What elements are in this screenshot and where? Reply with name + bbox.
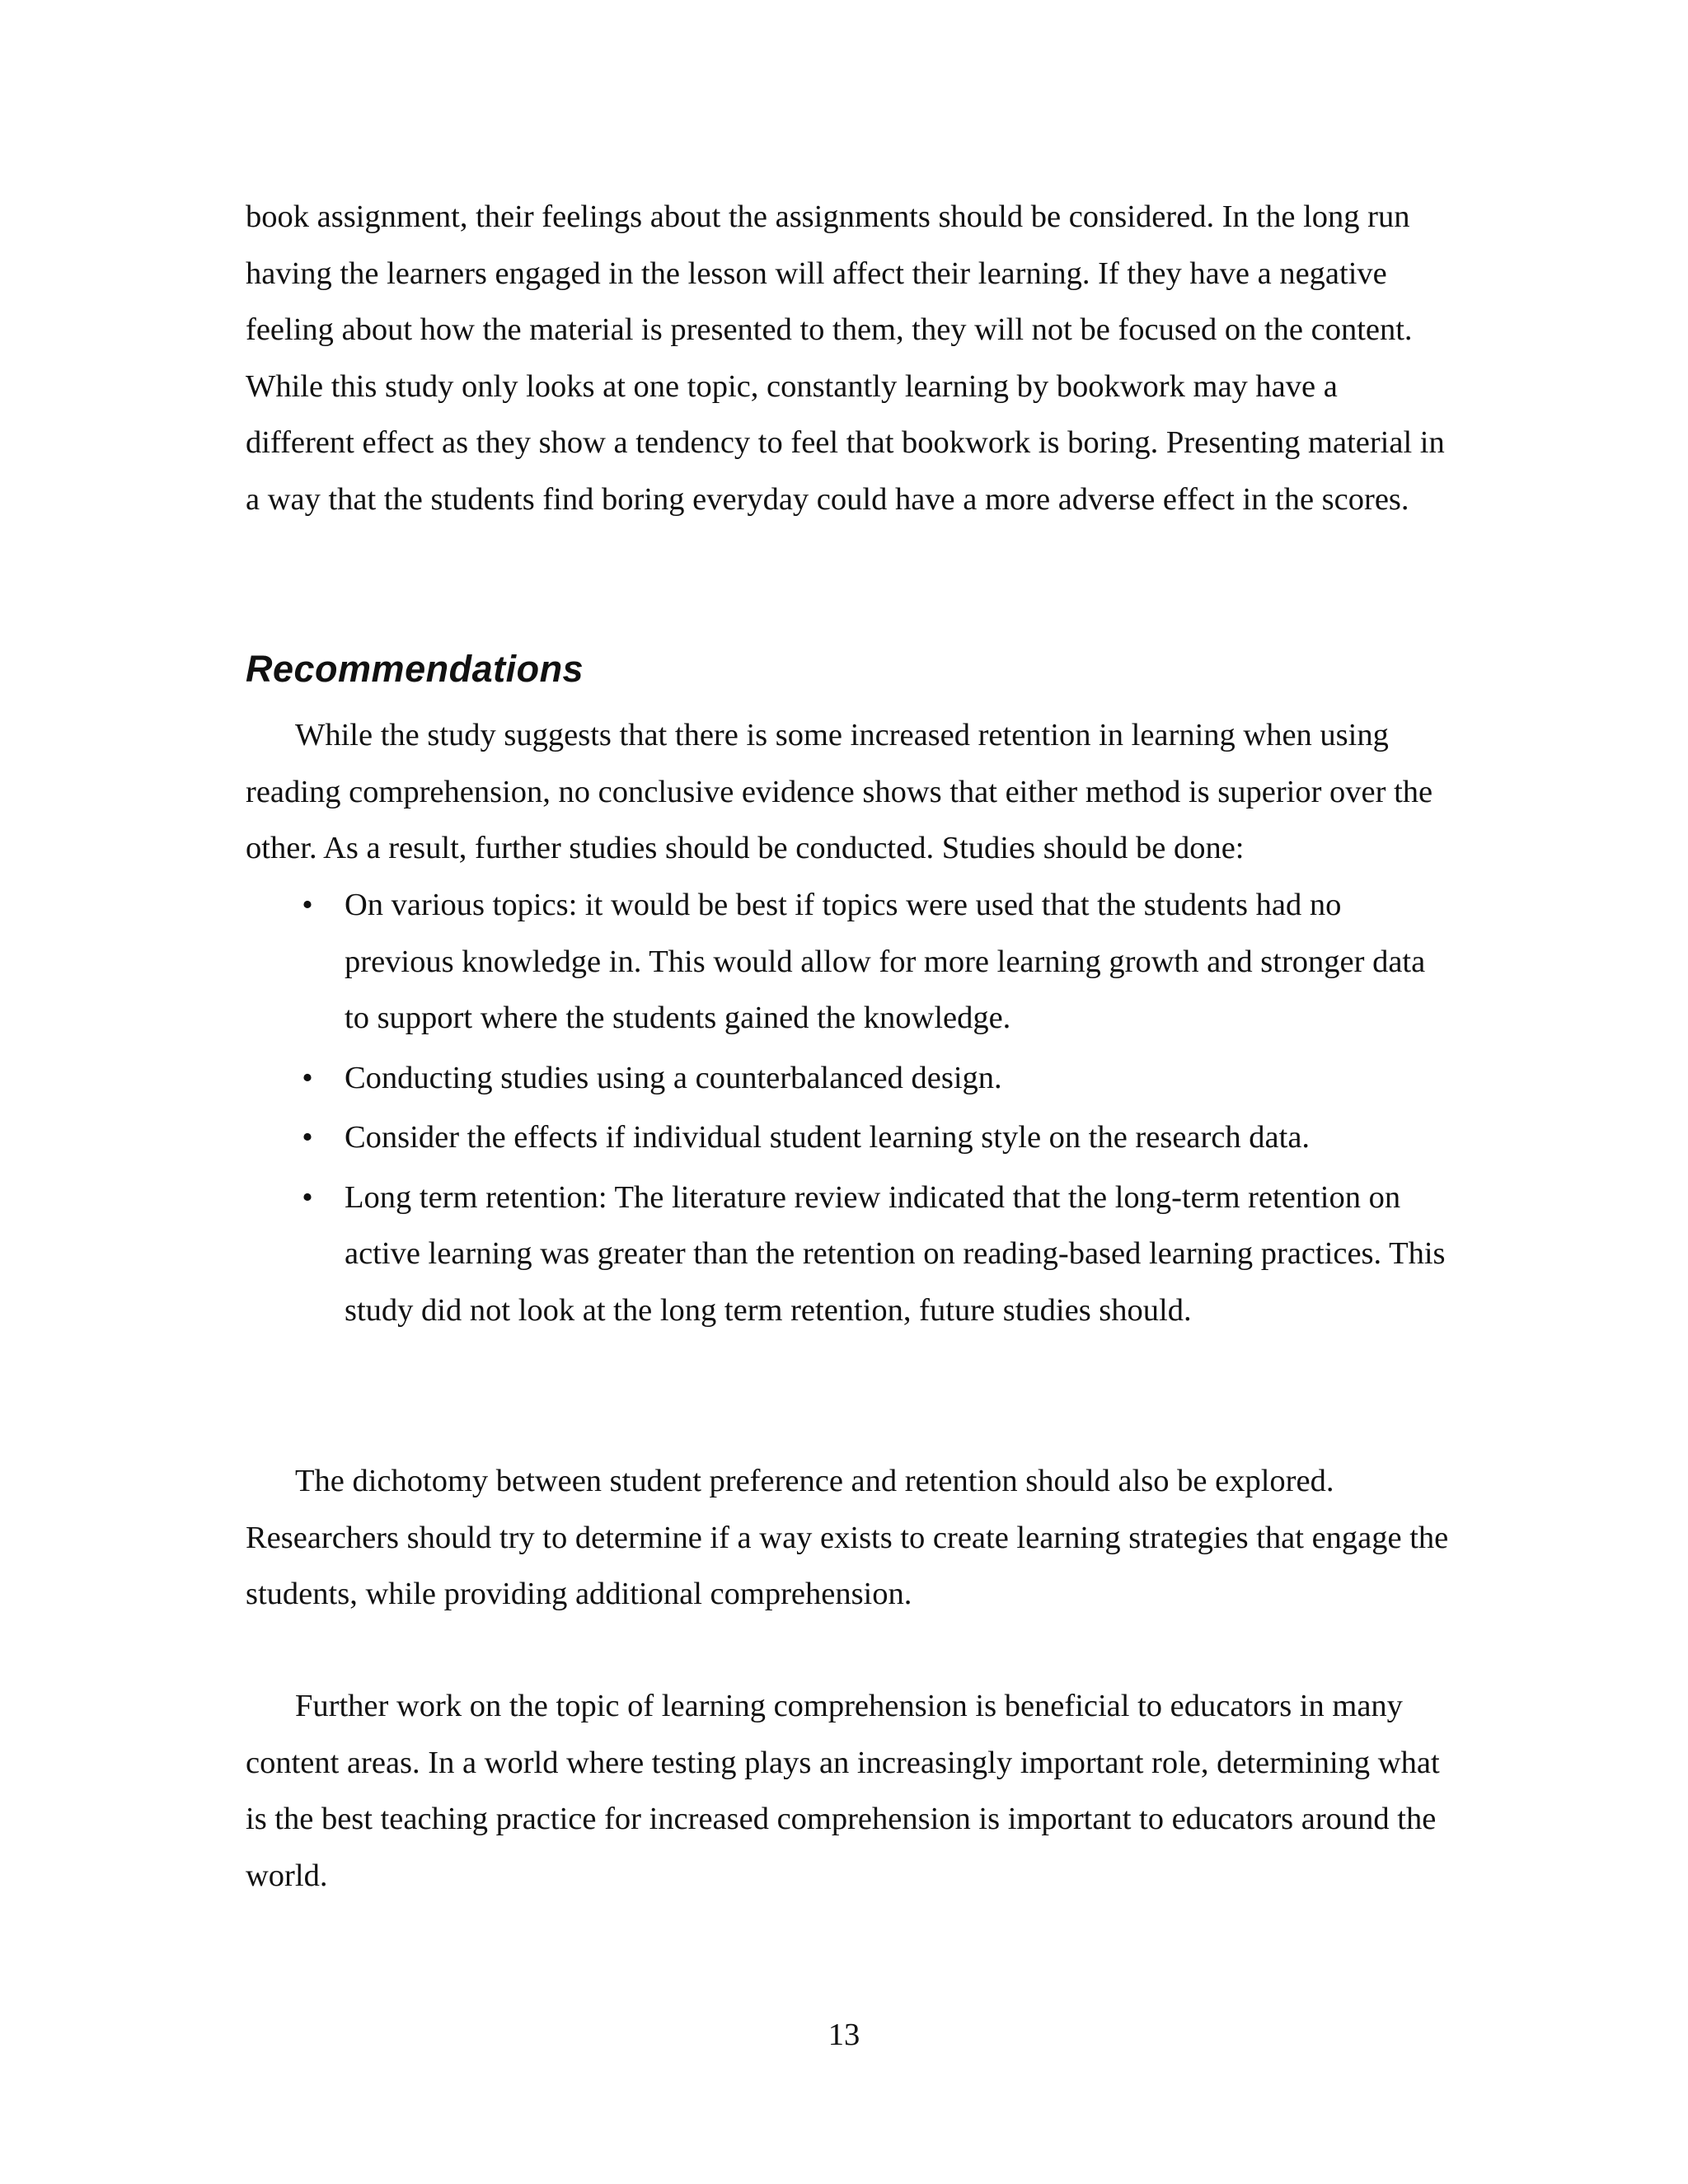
list-item [246, 1050, 1449, 1107]
list-item [246, 877, 1449, 1047]
list-item-text: Long term retention: The literature review indicated that the long-term retention on active learning was greater than the retention on reading-based learning practices. This study did not look at the long term retention, future studies should. [345, 1179, 1446, 1328]
paragraph-recommendations-intro: While the study suggests that there is some increased retention in learning when using reading comprehension, no conclusive evidence shows that either method is superior over the other. As a result, further studies should be conducted. Studies should be done: [246, 718, 1433, 865]
list-item [246, 1109, 1449, 1166]
bullet-icon: • [302, 1120, 313, 1155]
paragraph-further-work: Further work on the topic of learning comprehension is beneficial to educators in many content areas. In a world where testing plays an increasingly important role, determining what is the best teaching practice for increased comprehension is important to educators around the world. [246, 1689, 1440, 1893]
section-heading-recommendations: Recommendations [246, 648, 584, 690]
list-item-text: Conducting studies using a counterbalanced design. [345, 1060, 1002, 1095]
paragraph-dichotomy: The dichotomy between student preference and retention should also be explored. Researchers should try to determine if a way exists to create learning strategies that engage the students, while providing additional comprehension. [246, 1464, 1449, 1611]
bullet-icon: • [302, 888, 313, 922]
list-item-text: On various topics: it would be best if topics were used that the students had no previous knowledge in. This would allow for more learning growth and stronger data to support where the students gained the knowledge. [345, 888, 1426, 1035]
page-number: 13 [828, 2018, 860, 2052]
recommendations-list [246, 877, 1449, 1342]
paragraph-intro: book assignment, their feelings about the assignments should be considered. In the long run having the learners engaged in the lesson will affect their learning. If they have a negative feeling about how the material is presented to them, they will not be focused on the content. While this study only looks at one topic, constantly learning by bookwork may have a different effect as they show a tendency to feel that bookwork is boring. Presenting material in a way that the students find boring everyday could have a more adverse effect in the scores. [246, 199, 1445, 517]
list-item-text: Consider the effects if individual student learning style on the research data. [345, 1120, 1311, 1155]
bullet-icon: • [302, 1179, 313, 1215]
list-item [246, 1169, 1449, 1339]
bullet-icon: • [302, 1060, 313, 1095]
